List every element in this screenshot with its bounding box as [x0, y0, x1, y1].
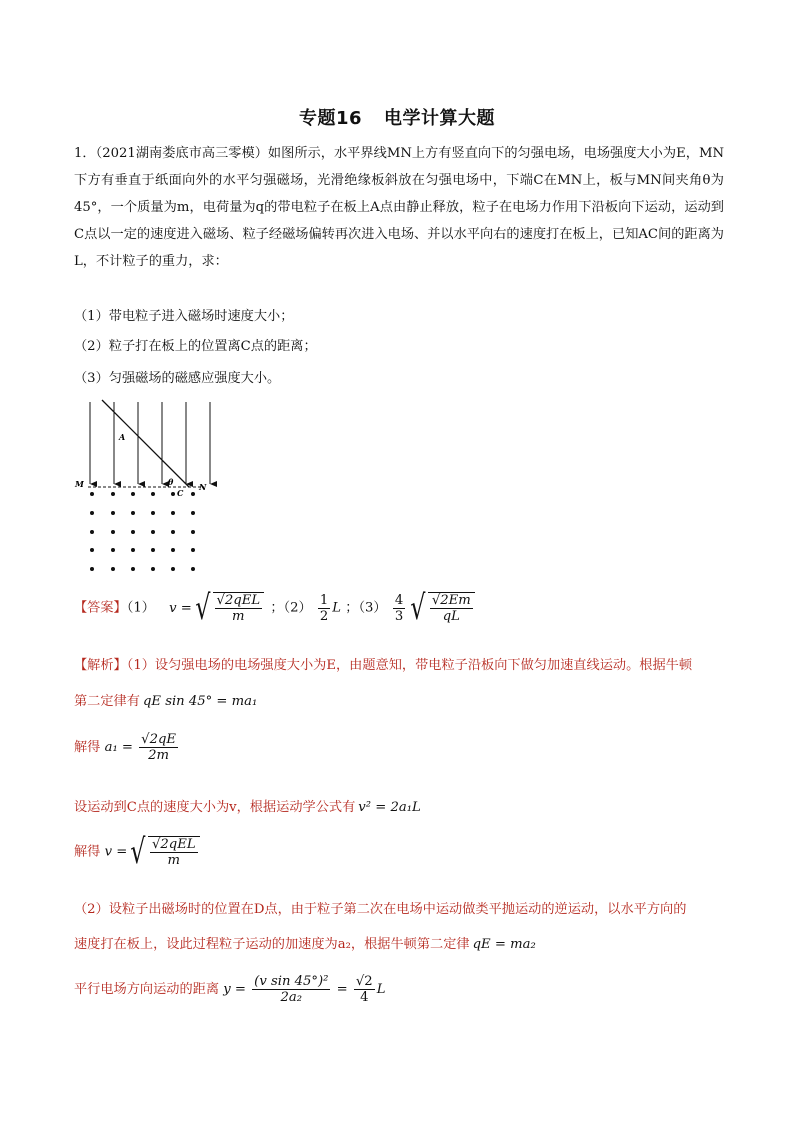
- equation-y-frac1: $\frac{\text{(v sin 45°)²}}{\text{2a₂}}$: [254, 974, 329, 1005]
- equation-newton1: qE sin 45° = ma₁: [142, 694, 258, 709]
- analysis-line3: 解得 a₁ = $\frac{√2qE}{2m}$: [74, 732, 177, 763]
- equation-y-lhs: y =: [223, 982, 246, 997]
- question-1: （1）带电粒子进入磁场时速度大小；: [74, 309, 294, 324]
- problem-text: 如图所示，水平界线MN上方有竖直向下的匀强电场，电场强度大小为E，MN下方有垂直于纸面向外的水平匀强磁场，光滑绝缘板斜放在匀强电场中，下端C在MN上，板与MN间夹角θ为45°，一个质量为m，电荷量为q的带电粒子在板上A点由静止释放，粒子在电场力作用下沿板向下运动，运动到C点以一定的速度进入磁场、粒子经磁场偏转再次进入电场、并以水平向右的速度打在板上，已知AC间的距离为L，不计粒子的重力，求：: [74, 146, 724, 269]
- title-part1: 专题16: [298, 108, 363, 129]
- label-a: A: [119, 432, 126, 442]
- equation-kinematics: v² = 2a₁L: [358, 800, 421, 815]
- analysis-text1: （1）设匀强电场的电场强度大小为E，由题意知，带电粒子沿板向下做匀加速直线运动。根据牛顿: [126, 658, 693, 673]
- answer-sep2: ；（3）: [345, 600, 387, 616]
- answer-b-frac: $\frac{√2Em}{qL}$: [428, 592, 475, 624]
- answer-part2-l: L: [332, 600, 342, 616]
- answer-label: 【答案】: [74, 600, 127, 616]
- question-3: （3）匀强磁场的磁感应强度大小。: [74, 371, 281, 386]
- analysis-line8: 平行电场方向运动的距离 y = $\frac{\text{(v sin 45°)²}}{\text{2a₂}}$ = $\frac{√2}{4}$ L: [74, 974, 386, 1005]
- analysis-line6: （2）设粒子出磁场时的位置在D点，由于粒子第二次在电场中运动做类平抛运动的逆运动，以水平方向的: [74, 902, 687, 917]
- electric-field-lines: [90, 402, 210, 484]
- equation-a1-lhs: a₁ =: [104, 740, 133, 755]
- answer-v-lhs: v =: [169, 600, 192, 616]
- equation-y-frac2: $\frac{√2}{4}$: [355, 974, 373, 1005]
- answer-v-frac: $\frac{\text{√2qEL}}{m}$: [213, 592, 265, 624]
- equation-a1-frac: $\frac{√2qE}{2m}$: [141, 732, 177, 763]
- answer-four-thirds: $\frac{4}{3}$: [394, 592, 404, 624]
- label-n: N: [199, 482, 207, 492]
- problem-statement: [74, 140, 724, 275]
- label-theta: θ: [168, 477, 174, 487]
- analysis-label: 【解析】: [74, 658, 127, 673]
- analysis-line1: [74, 654, 692, 673]
- analysis-line4: 设运动到C点的速度大小为v，根据运动学公式有 v² = 2a₁L: [74, 800, 421, 815]
- title-part2: 电学计算大题: [384, 108, 496, 129]
- answer-half-frac: $\frac{1}{2}$: [319, 592, 329, 624]
- analysis-line5: 解得 v =√ $\frac{\text{√2qEL}}{m}$: [74, 836, 202, 868]
- equation-v-frac: $\frac{\text{√2qEL}}{m}$: [148, 836, 200, 868]
- equation-newton2: qE = ma₂: [472, 937, 536, 952]
- equation-v-lhs: v =: [104, 844, 128, 860]
- problem-number: 1．: [74, 146, 96, 161]
- label-c: C: [177, 488, 184, 498]
- answer-part1-num: （1）: [126, 600, 155, 616]
- problem-source: （2021湖南娄底市高三零模）: [95, 146, 268, 161]
- magnetic-field-dots: [90, 492, 195, 571]
- physics-figure: [74, 398, 219, 580]
- insulating-plate: [102, 400, 189, 487]
- answer-line: 【答案】（1） v =√ $\frac{\text{√2qEL}}{m}$ ；（2） $\frac{1}{2}$ L ；（3） $\frac{4}{3}$ √ $\frac{√2Em}{qL}$: [74, 592, 477, 624]
- answer-sep1: ；（2）: [270, 600, 312, 616]
- analysis-line7: 速度打在板上，设此过程粒子运动的加速度为a₂，根据牛顿第二定律 qE = ma₂: [74, 937, 536, 952]
- page-title: [0, 104, 794, 130]
- question-2: （2）粒子打在板上的位置离C点的距离；: [74, 339, 317, 354]
- label-m: M: [75, 479, 84, 489]
- analysis-line2: 第二定律有 qE sin 45° = ma₁: [74, 694, 258, 709]
